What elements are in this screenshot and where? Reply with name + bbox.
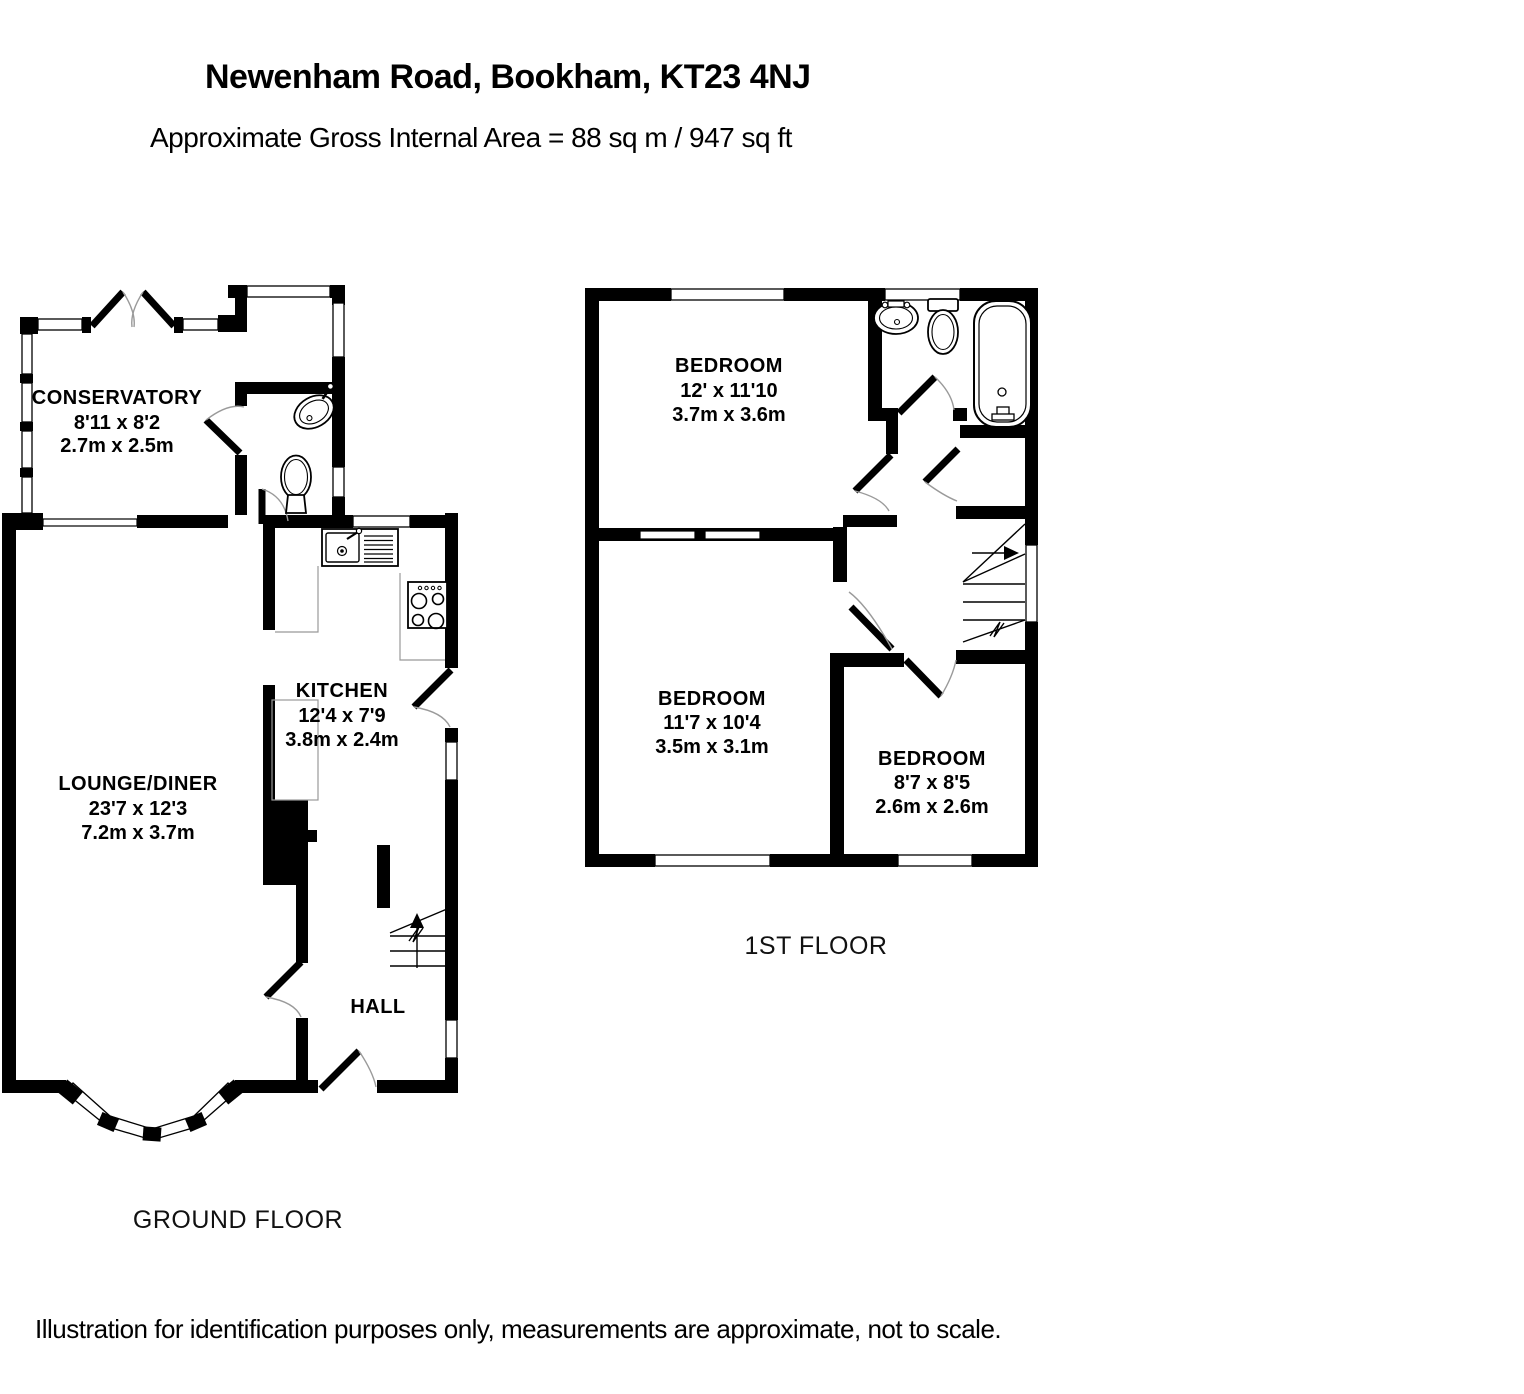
conservatory-side-window — [22, 477, 32, 513]
lounge-conservatory-opening — [43, 519, 137, 526]
hob-icon — [408, 582, 447, 629]
bedroom2-door-leaf — [851, 607, 892, 649]
room-label-bedroom-3: BEDROOM — [878, 748, 986, 770]
first-stairs-icon — [963, 524, 1025, 642]
bay-window — [57, 1079, 244, 1141]
bathroom-sink-icon — [874, 301, 918, 334]
room-dims-metric: 3.5m x 3.1m — [655, 736, 769, 758]
room-dims-imperial: 12' x 11'10 — [680, 380, 778, 402]
first-floor-label: 1ST FLOOR — [744, 932, 888, 960]
kitchen-side-window — [446, 742, 457, 780]
wc-toilet-icon — [281, 456, 311, 514]
conservatory-side-window — [22, 431, 32, 468]
bedroom1-wall-recess — [640, 531, 695, 539]
kitchen-sink-icon — [322, 528, 398, 566]
first-floor-plan — [585, 288, 1038, 960]
conservatory-door-leaf — [206, 420, 240, 453]
room-dims-imperial: 8'11 x 8'2 — [73, 412, 161, 434]
page-subtitle: Approximate Gross Internal Area = 88 sq m / 947 sq ft — [150, 122, 792, 153]
front-door-leaf — [321, 1051, 359, 1089]
room-dims-metric: 7.2m x 3.7m — [81, 822, 195, 844]
room-label-lounge-diner: LOUNGE/DINER — [58, 773, 218, 795]
bedroom1-door-leaf — [855, 455, 891, 491]
page-title: Newenham Road, Bookham, KT23 4NJ — [205, 58, 811, 96]
bedroom2-window — [655, 855, 770, 866]
cupboard-door-leaf — [925, 449, 958, 482]
bedroom3-door-leaf — [906, 660, 941, 696]
chimney-breast — [263, 800, 308, 885]
porch-side-window — [333, 303, 344, 357]
kitchen-window — [353, 516, 410, 527]
bedroom3-window — [898, 855, 972, 866]
porch-window — [247, 286, 330, 297]
bathroom-toilet-icon — [928, 299, 958, 354]
room-dims-metric: 2.6m x 2.6m — [875, 796, 989, 818]
room-label-hall: HALL — [350, 996, 406, 1018]
room-label-bedroom-1: BEDROOM — [675, 355, 783, 377]
wc-window — [333, 467, 344, 497]
room-label-bedroom-2: BEDROOM — [658, 688, 766, 710]
conservatory-side-window — [22, 334, 32, 374]
ground-stairs-icon — [390, 909, 447, 968]
landing-window — [1026, 545, 1037, 622]
bath-icon — [974, 301, 1031, 427]
room-dims-imperial: 23'7 x 12'3 — [88, 798, 188, 820]
room-dims-metric: 3.8m x 2.4m — [285, 729, 399, 751]
conservatory-top-window — [183, 319, 218, 330]
ground-floor-plan — [2, 285, 458, 1234]
hall-window — [446, 1020, 457, 1058]
bedroom1-wall-recess — [705, 531, 760, 539]
disclaimer: Illustration for identification purposes only, measurements are approximate, not to scale. — [35, 1314, 1002, 1344]
bedroom1-window — [671, 289, 784, 300]
drainer-lines — [364, 536, 393, 562]
room-dims-imperial: 11'7 x 10'4 — [663, 712, 761, 734]
conservatory-side-window — [22, 383, 32, 422]
ground-floor-label: GROUND FLOOR — [132, 1206, 344, 1234]
lounge-hall-door-leaf — [266, 962, 301, 997]
room-dims-imperial: 12'4 x 7'9 — [298, 705, 386, 727]
conservatory-top-window — [38, 319, 82, 330]
room-label-kitchen: KITCHEN — [295, 680, 389, 702]
first-floor-labels — [655, 355, 988, 960]
french-door-leaf — [143, 292, 174, 326]
first-floor-doors — [849, 377, 958, 696]
bathroom-door-leaf — [899, 377, 935, 413]
room-label-conservatory: CONSERVATORY — [31, 387, 203, 409]
room-dims-metric: 2.7m x 2.5m — [60, 435, 174, 457]
room-dims-metric: 3.7m x 3.6m — [672, 404, 786, 426]
kitchen-side-door-leaf — [414, 670, 451, 707]
french-door-leaf — [92, 292, 123, 326]
room-dims-imperial: 8'7 x 8'5 — [893, 772, 971, 794]
